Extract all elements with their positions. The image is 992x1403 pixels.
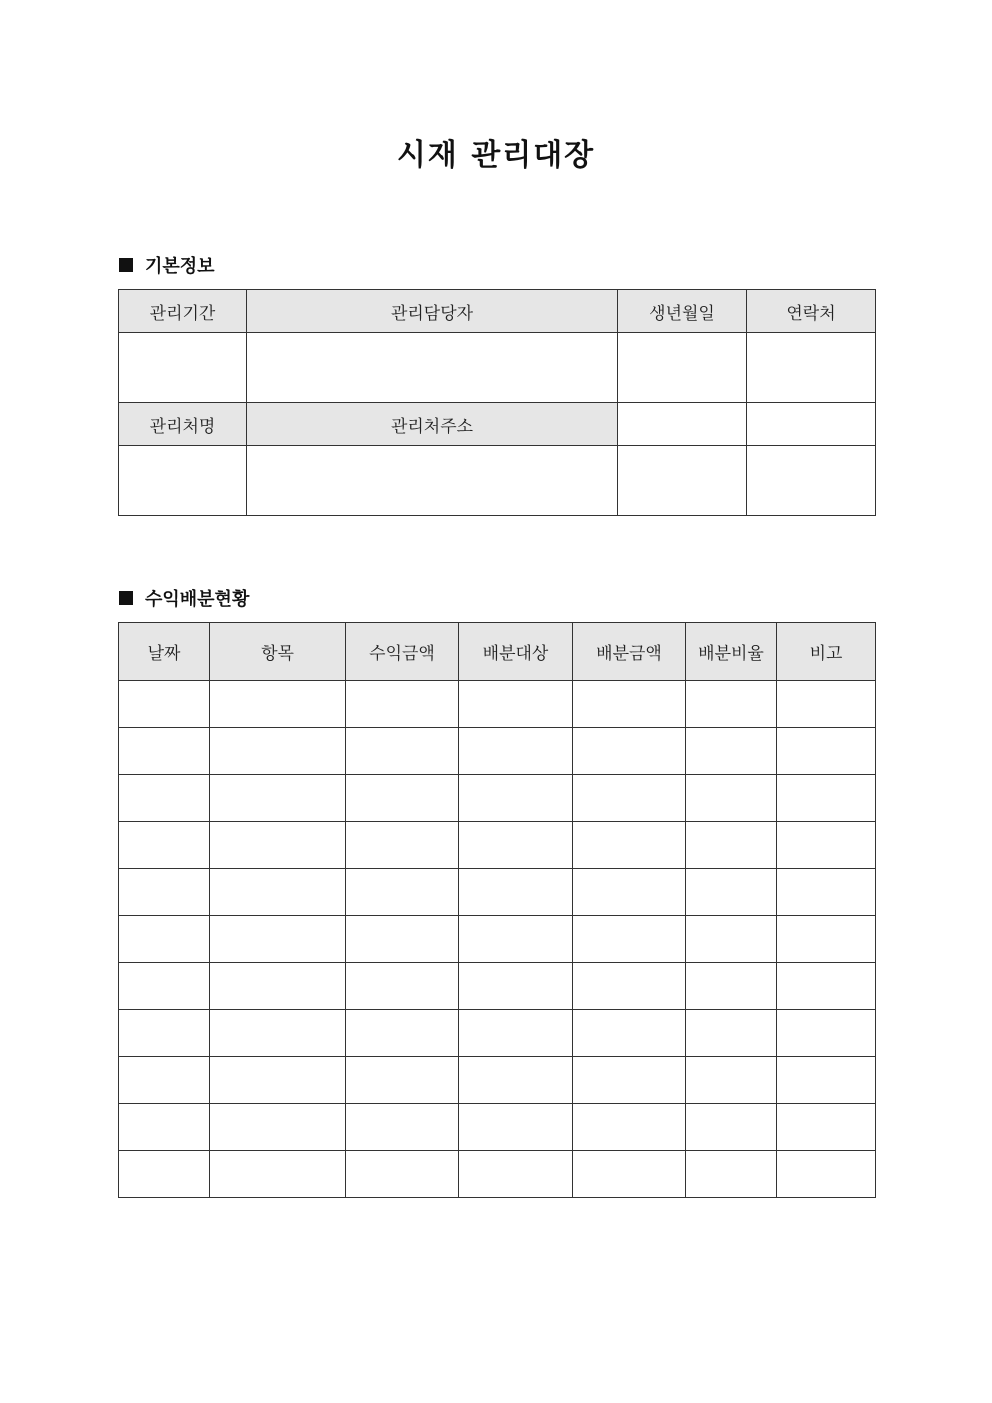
table-cell[interactable] <box>210 1151 346 1198</box>
table-cell[interactable] <box>459 916 573 963</box>
table-cell[interactable] <box>459 869 573 916</box>
table-cell[interactable] <box>686 1104 777 1151</box>
table-cell[interactable] <box>119 963 210 1010</box>
table-cell[interactable] <box>346 1010 459 1057</box>
table-row <box>119 1057 876 1104</box>
blank-cell[interactable] <box>747 446 876 516</box>
input-cell-period[interactable] <box>119 333 247 403</box>
table-cell[interactable] <box>686 869 777 916</box>
table-cell[interactable] <box>573 869 686 916</box>
profit-distribution-table <box>118 622 876 1198</box>
table-cell[interactable] <box>459 1104 573 1151</box>
table-cell[interactable] <box>210 1057 346 1104</box>
table-row <box>119 963 876 1010</box>
table-cell[interactable] <box>573 1057 686 1104</box>
table-row <box>119 869 876 916</box>
table-row <box>119 681 876 728</box>
table-cell[interactable] <box>777 916 876 963</box>
table-row <box>119 1104 876 1151</box>
table-cell[interactable] <box>119 1104 210 1151</box>
table-cell[interactable] <box>210 869 346 916</box>
table-row <box>119 822 876 869</box>
table-cell[interactable] <box>346 681 459 728</box>
table-row <box>119 916 876 963</box>
header-cell-contact: 연락처 <box>747 290 876 333</box>
document-title: 시재 관리대장 <box>396 138 596 173</box>
table-cell[interactable] <box>346 1151 459 1198</box>
table-cell[interactable] <box>777 775 876 822</box>
square-bullet-icon <box>119 591 133 605</box>
column-header-profit-amount: 수익금액 <box>346 623 459 681</box>
table-cell[interactable] <box>686 728 777 775</box>
table-cell[interactable] <box>346 1057 459 1104</box>
table-cell[interactable] <box>210 916 346 963</box>
table-cell[interactable] <box>119 775 210 822</box>
basic-info-table <box>118 289 876 516</box>
column-header-distribution-ratio: 배분비율 <box>686 623 777 681</box>
table-cell[interactable] <box>210 822 346 869</box>
table-cell[interactable] <box>686 963 777 1010</box>
table-cell[interactable] <box>777 1104 876 1151</box>
basic-info-heading <box>119 253 215 277</box>
table-cell[interactable] <box>573 1104 686 1151</box>
table-cell[interactable] <box>686 822 777 869</box>
table-cell[interactable] <box>573 1010 686 1057</box>
blank-cell[interactable] <box>618 446 747 516</box>
table-cell[interactable] <box>119 1057 210 1104</box>
table-cell[interactable] <box>459 963 573 1010</box>
table-cell[interactable] <box>346 869 459 916</box>
table-cell[interactable] <box>459 822 573 869</box>
table-cell[interactable] <box>119 1151 210 1198</box>
table-cell[interactable] <box>210 963 346 1010</box>
table-cell[interactable] <box>210 728 346 775</box>
table-cell[interactable] <box>686 775 777 822</box>
table-cell[interactable] <box>119 869 210 916</box>
table-cell[interactable] <box>573 775 686 822</box>
table-cell[interactable] <box>573 822 686 869</box>
table-cell[interactable] <box>119 1010 210 1057</box>
table-cell[interactable] <box>119 822 210 869</box>
header-cell-site-name: 관리처명 <box>119 403 247 446</box>
table-cell[interactable] <box>686 1057 777 1104</box>
table-cell[interactable] <box>210 681 346 728</box>
table-cell[interactable] <box>573 681 686 728</box>
table-cell[interactable] <box>459 1010 573 1057</box>
table-cell[interactable] <box>459 681 573 728</box>
profit-distribution-heading-label: 수익배분현황 <box>145 589 250 610</box>
table-cell[interactable] <box>346 963 459 1010</box>
column-header-distribution-amount: 배분금액 <box>573 623 686 681</box>
table-cell[interactable] <box>777 728 876 775</box>
table-cell[interactable] <box>777 681 876 728</box>
table-cell[interactable] <box>346 775 459 822</box>
table-cell[interactable] <box>346 728 459 775</box>
table-cell[interactable] <box>686 681 777 728</box>
table-cell[interactable] <box>777 1010 876 1057</box>
table-row <box>119 775 876 822</box>
column-header-date: 날짜 <box>119 623 210 681</box>
header-cell-period: 관리기간 <box>119 290 247 333</box>
basic-info-header-row <box>119 290 876 333</box>
header-cell-birthdate: 생년월일 <box>618 290 747 333</box>
table-cell[interactable] <box>777 1151 876 1198</box>
input-cell-site-address[interactable] <box>247 446 618 516</box>
column-header-recipient: 배분대상 <box>459 623 573 681</box>
profit-distribution-heading <box>119 586 249 610</box>
square-bullet-icon <box>119 258 133 272</box>
table-cell[interactable] <box>573 1151 686 1198</box>
input-cell-site-name[interactable] <box>119 446 247 516</box>
table-row <box>119 728 876 775</box>
basic-info-heading-label: 기본정보 <box>145 256 215 277</box>
table-cell[interactable] <box>777 869 876 916</box>
table-cell[interactable] <box>119 916 210 963</box>
input-cell-contact[interactable] <box>747 333 876 403</box>
table-cell[interactable] <box>686 1151 777 1198</box>
column-header-item: 항목 <box>210 623 346 681</box>
input-cell-birthdate[interactable] <box>618 333 747 403</box>
table-cell[interactable] <box>686 1010 777 1057</box>
blank-cell[interactable] <box>618 403 747 446</box>
table-cell[interactable] <box>459 1151 573 1198</box>
table-cell[interactable] <box>686 916 777 963</box>
basic-info-input-row-2 <box>119 446 876 516</box>
table-cell[interactable] <box>346 1104 459 1151</box>
table-cell[interactable] <box>459 728 573 775</box>
table-cell[interactable] <box>573 916 686 963</box>
table-cell[interactable] <box>459 1057 573 1104</box>
input-cell-manager[interactable] <box>247 333 618 403</box>
table-row <box>119 1010 876 1057</box>
profit-table-body <box>119 681 876 1198</box>
table-cell[interactable] <box>210 1010 346 1057</box>
table-cell[interactable] <box>573 963 686 1010</box>
table-cell[interactable] <box>346 916 459 963</box>
profit-header-row <box>119 623 876 681</box>
table-cell[interactable] <box>346 822 459 869</box>
table-cell[interactable] <box>777 1057 876 1104</box>
basic-info-input-row <box>119 333 876 403</box>
basic-info-header-row-2 <box>119 403 876 446</box>
table-cell[interactable] <box>119 728 210 775</box>
blank-cell[interactable] <box>747 403 876 446</box>
table-cell[interactable] <box>210 1104 346 1151</box>
table-cell[interactable] <box>777 822 876 869</box>
column-header-note: 비고 <box>777 623 876 681</box>
table-cell[interactable] <box>573 728 686 775</box>
header-cell-manager: 관리담당자 <box>247 290 618 333</box>
header-cell-site-address: 관리처주소 <box>247 403 618 446</box>
table-row <box>119 1151 876 1198</box>
table-cell[interactable] <box>119 681 210 728</box>
table-cell[interactable] <box>459 775 573 822</box>
table-cell[interactable] <box>210 775 346 822</box>
table-cell[interactable] <box>777 963 876 1010</box>
